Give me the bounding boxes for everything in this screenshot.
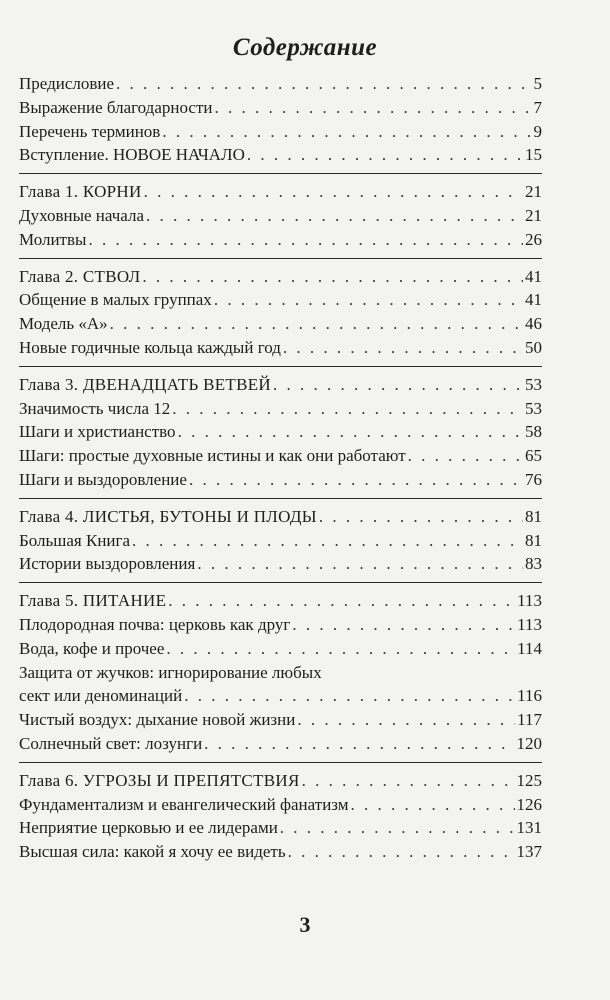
toc-chapter-entry bbox=[19, 769, 542, 793]
toc-entry bbox=[19, 793, 542, 817]
dot-leader bbox=[146, 204, 523, 228]
dot-leader bbox=[283, 336, 523, 360]
dot-leader bbox=[88, 228, 523, 252]
toc-entry-title: Глава 2. СТВОЛ bbox=[19, 266, 141, 286]
toc-entry-page: 21 bbox=[525, 205, 542, 225]
toc-entry-page: 131 bbox=[516, 818, 542, 838]
toc-entry-page: 53 bbox=[525, 374, 542, 394]
dot-leader bbox=[273, 373, 523, 397]
dot-leader bbox=[319, 505, 523, 529]
dot-leader bbox=[166, 637, 515, 661]
toc-entry-page: 120 bbox=[516, 733, 542, 753]
toc-chapter-entry bbox=[19, 373, 542, 397]
toc-entry-title: Защита от жучков: игнорирование любых bbox=[19, 662, 322, 682]
toc-entry-page: 15 bbox=[525, 145, 542, 165]
toc-entry bbox=[19, 143, 542, 167]
toc-entry-title: Выражение благодарности bbox=[19, 97, 213, 117]
dot-leader bbox=[292, 613, 515, 637]
dot-leader bbox=[214, 96, 531, 120]
toc-entry bbox=[19, 708, 542, 732]
toc-chapter-entry bbox=[19, 589, 542, 613]
toc-entry-title: Шаги: простые духовные истины и как они работают bbox=[19, 446, 406, 466]
toc-entry-page: 76 bbox=[525, 469, 542, 489]
dot-leader bbox=[351, 793, 515, 817]
toc-entry bbox=[19, 732, 542, 756]
dot-leader bbox=[116, 72, 531, 96]
toc-entry-page: 9 bbox=[533, 121, 542, 141]
page-number: 3 bbox=[299, 912, 311, 937]
toc-entry-page: 50 bbox=[525, 337, 542, 357]
toc-entry bbox=[19, 204, 542, 228]
toc-section bbox=[19, 72, 542, 167]
toc-entry bbox=[19, 468, 542, 492]
toc-entry-title: Вода, кофе и прочее bbox=[19, 638, 165, 658]
dot-leader bbox=[110, 312, 523, 336]
toc-entry bbox=[19, 816, 542, 840]
toc-entry-page: 7 bbox=[533, 97, 542, 117]
toc-chapter-entry bbox=[19, 180, 542, 204]
toc-entry-page: 117 bbox=[517, 710, 542, 730]
toc-entry-title: Высшая сила: какой я хочу ее видеть bbox=[19, 842, 286, 862]
toc-entry bbox=[19, 228, 542, 252]
table-of-contents bbox=[19, 72, 542, 864]
toc-entry-title: Модель «А» bbox=[19, 314, 108, 334]
toc-entry-title: Глава 5. ПИТАНИЕ bbox=[19, 591, 167, 611]
toc-entry-page: 116 bbox=[517, 686, 542, 706]
toc-entry-page: 125 bbox=[516, 770, 542, 790]
dot-leader bbox=[280, 816, 515, 840]
toc-section bbox=[19, 173, 542, 251]
dot-leader bbox=[214, 288, 523, 312]
toc-entry-title: Фундаментализм и евангелический фанатизм bbox=[19, 794, 349, 814]
toc-entry-title: Духовные начала bbox=[19, 205, 145, 225]
toc-entry-title: Шаги и христианство bbox=[19, 422, 176, 442]
toc-entry-page: 41 bbox=[525, 266, 542, 286]
toc-section bbox=[19, 498, 542, 576]
dot-leader bbox=[172, 397, 523, 421]
toc-entry bbox=[19, 637, 542, 661]
dot-leader bbox=[204, 732, 514, 756]
toc-entry bbox=[19, 120, 542, 144]
dot-leader bbox=[189, 468, 523, 492]
toc-entry-title: Плодородная почва: церковь как друг bbox=[19, 614, 291, 634]
toc-entry bbox=[19, 552, 542, 576]
toc-entry-title: Вступление. НОВОЕ НАЧАЛО bbox=[19, 145, 245, 165]
toc-entry bbox=[19, 684, 542, 708]
dot-leader bbox=[162, 120, 531, 144]
toc-entry-page: 21 bbox=[525, 182, 542, 202]
toc-entry-title: Глава 1. КОРНИ bbox=[19, 182, 142, 202]
toc-chapter-entry bbox=[19, 505, 542, 529]
toc-entry-title: Значимость числа 12 bbox=[19, 398, 171, 418]
dot-leader bbox=[184, 684, 515, 708]
dot-leader bbox=[297, 708, 515, 732]
toc-entry-page: 81 bbox=[525, 530, 542, 550]
toc-entry-title: Глава 3. ДВЕНАДЦАТЬ ВЕТВЕЙ bbox=[19, 374, 272, 394]
toc-entry bbox=[19, 420, 542, 444]
toc-entry-page: 83 bbox=[525, 554, 542, 574]
toc-entry bbox=[19, 397, 542, 421]
dot-leader bbox=[288, 840, 515, 864]
toc-entry-page: 114 bbox=[517, 638, 542, 658]
toc-section bbox=[19, 762, 542, 864]
toc-entry-title: Чистый воздух: дыхание новой жизни bbox=[19, 710, 296, 730]
toc-entry-title: Глава 6. УГРОЗЫ И ПРЕПЯТСТВИЯ bbox=[19, 770, 300, 790]
toc-entry bbox=[19, 288, 542, 312]
toc-entry bbox=[19, 336, 542, 360]
page-title: Содержание bbox=[232, 34, 378, 61]
toc-entry bbox=[19, 529, 542, 553]
toc-entry-title: Предисловие bbox=[19, 74, 115, 93]
dot-leader bbox=[247, 143, 523, 167]
toc-entry-page: 65 bbox=[525, 446, 542, 466]
dot-leader bbox=[197, 552, 523, 576]
toc-entry bbox=[19, 96, 542, 120]
dot-leader bbox=[142, 265, 523, 289]
dot-leader bbox=[132, 529, 523, 553]
toc-entry-page: 46 bbox=[525, 314, 542, 334]
toc-chapter-entry bbox=[19, 265, 542, 289]
toc-entry bbox=[19, 312, 542, 336]
dot-leader bbox=[408, 444, 523, 468]
toc-entry-title: Общение в малых группах bbox=[19, 290, 212, 310]
toc-entry-page: 53 bbox=[525, 398, 542, 418]
dot-leader bbox=[168, 589, 515, 613]
toc-entry-page: 41 bbox=[525, 290, 542, 310]
toc-entry-title: Молитвы bbox=[19, 229, 87, 249]
toc-entry-page: 81 bbox=[525, 506, 542, 526]
toc-entry bbox=[19, 444, 542, 468]
dot-leader bbox=[144, 180, 523, 204]
toc-section bbox=[19, 258, 542, 360]
toc-entry-page: 126 bbox=[516, 794, 542, 814]
toc-section bbox=[19, 366, 542, 492]
toc-entry-page: 113 bbox=[517, 591, 542, 611]
toc-entry-title: Солнечный свет: лозунги bbox=[19, 733, 203, 753]
toc-entry-title: Новые годичные кольца каждый год bbox=[19, 337, 281, 357]
toc-entry bbox=[19, 840, 542, 864]
toc-entry-page: 113 bbox=[517, 614, 542, 634]
toc-entry-title: сект или деноминаций bbox=[19, 686, 183, 706]
toc-section bbox=[19, 582, 542, 756]
toc-entry-page: 137 bbox=[516, 842, 542, 862]
toc-entry-page: 26 bbox=[525, 229, 542, 249]
dot-leader bbox=[178, 420, 523, 444]
toc-entry-title: Неприятие церковью и ее лидерами bbox=[19, 818, 278, 838]
toc-entry-title: Глава 4. ЛИСТЬЯ, БУТОНЫ И ПЛОДЫ bbox=[19, 506, 317, 526]
toc-entry bbox=[19, 72, 542, 96]
toc-entry-title: Большая Книга bbox=[19, 530, 131, 550]
toc-entry-page: 58 bbox=[525, 422, 542, 442]
toc-entry bbox=[19, 613, 542, 637]
toc-entry-title: Истории выздоровления bbox=[19, 554, 196, 574]
toc-entry-title: Перечень терминов bbox=[19, 121, 161, 141]
toc-entry-page: 5 bbox=[533, 74, 542, 93]
dot-leader bbox=[302, 769, 515, 793]
toc-entry-title: Шаги и выздоровление bbox=[19, 469, 187, 489]
